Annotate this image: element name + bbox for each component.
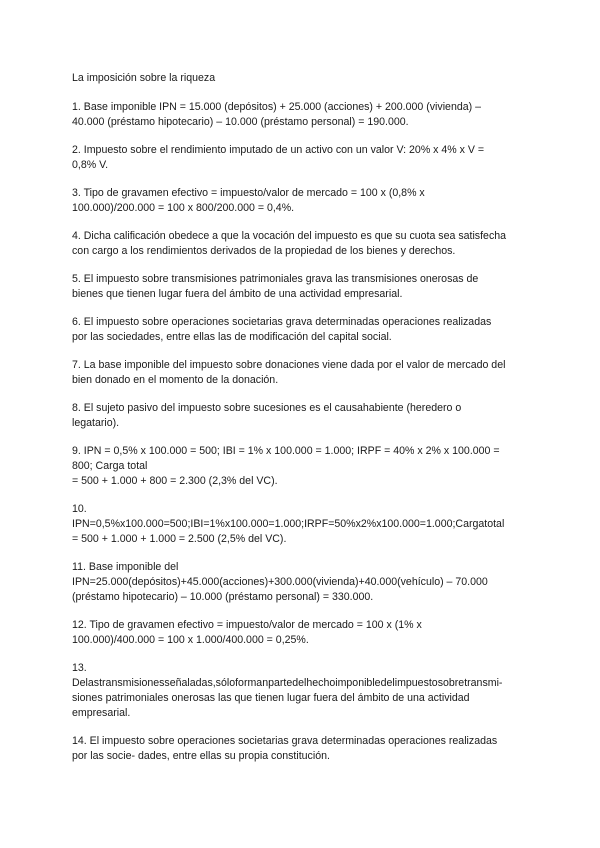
- paragraph-line: 800; Carga total: [72, 460, 148, 472]
- paragraph-13: [72, 661, 532, 721]
- paragraph-9: [72, 444, 532, 489]
- paragraph-line: 5. El impuesto sobre transmisiones patrimoniales grava las transmisiones onerosas de: [72, 273, 479, 285]
- document-title: La imposición sobre la riqueza: [72, 72, 216, 84]
- paragraph-line: con cargo a los rendimientos derivados de la propiedad de los bienes y derechos.: [72, 245, 456, 257]
- paragraph-8: [72, 401, 532, 431]
- paragraph-1: [72, 100, 532, 130]
- paragraph-12: [72, 618, 532, 648]
- paragraph-line: IPN=25.000(depósitos)+45.000(acciones)+300.000(vivienda)+40.000(vehículo) – 70.000: [72, 576, 488, 588]
- paragraph-line: 3. Tipo de gravamen efectivo = impuesto/valor de mercado = 100 x (0,8% x: [72, 187, 425, 199]
- paragraph-line: 9. IPN = 0,5% x 100.000 = 500; IBI = 1% x 100.000 = 1.000; IRPF = 40% x 2% x 100.000 =: [72, 445, 500, 457]
- paragraph-line: por las socie- dades, entre ellas su propia constitución.: [72, 750, 330, 762]
- paragraph-line: siones patrimoniales onerosas las que tienen lugar fuera del ámbito de una actividad: [72, 692, 470, 704]
- paragraph-3: [72, 186, 532, 216]
- paragraph-line: 4. Dicha calificación obedece a que la vocación del impuesto es que su cuota sea satisfecha: [72, 230, 507, 242]
- paragraph-line: 0,8% V.: [72, 159, 109, 171]
- paragraph-line: 100.000)/400.000 = 100 x 1.000/400.000 = 0,25%.: [72, 634, 309, 646]
- paragraph-line: 2. Impuesto sobre el rendimiento imputado de un activo con un valor V: 20% x 4% x V =: [72, 144, 485, 156]
- paragraph-line: 12. Tipo de gravamen efectivo = impuesto/valor de mercado = 100 x (1% x: [72, 619, 422, 631]
- paragraph-line: bien donado en el momento de la donación.: [72, 374, 279, 386]
- paragraph-6: [72, 315, 532, 345]
- paragraph-line: 100.000)/200.000 = 100 x 800/200.000 = 0,4%.: [72, 202, 295, 214]
- paragraph-10: [72, 502, 532, 547]
- paragraph-line: 8. El sujeto pasivo del impuesto sobre sucesiones es el causahabiente (heredero o: [72, 402, 462, 414]
- paragraph-line: empresarial.: [72, 707, 131, 719]
- paragraph-14: [72, 734, 532, 764]
- paragraph-line: 7. La base imponible del impuesto sobre donaciones viene dada por el valor de mercado del: [72, 359, 506, 371]
- paragraph-line: 11. Base imponible del: [72, 561, 179, 573]
- paragraph-line: 14. El impuesto sobre operaciones societarias grava determinadas operaciones realizadas: [72, 735, 498, 747]
- paragraph-5: [72, 272, 532, 302]
- paragraph-line: 13.: [72, 662, 87, 674]
- paragraph-line: IPN=0,5%x100.000=500;IBI=1%x100.000=1.000;IRPF=50%x2%x100.000=1.000;Cargatotal: [72, 518, 505, 530]
- document-page: [72, 71, 532, 777]
- paragraph-line: legatario).: [72, 417, 120, 429]
- paragraph-line: (préstamo hipotecario) – 10.000 (préstamo personal) = 330.000.: [72, 591, 374, 603]
- paragraph-line: = 500 + 1.000 + 800 = 2.300 (2,3% del VC).: [72, 475, 278, 487]
- paragraph-11: [72, 560, 532, 605]
- paragraph-line: 10.: [72, 503, 87, 515]
- paragraph-line: por las sociedades, entre ellas las de modificación del capital social.: [72, 331, 392, 343]
- paragraph-line: 40.000 (préstamo hipotecario) – 10.000 (préstamo personal) = 190.000.: [72, 116, 409, 128]
- paragraph-line: = 500 + 1.000 + 1.000 = 2.500 (2,5% del VC).: [72, 533, 287, 545]
- paragraph-7: [72, 358, 532, 388]
- paragraph-line: 1. Base imponible IPN = 15.000 (depósitos) + 25.000 (acciones) + 200.000 (vivienda) –: [72, 101, 481, 113]
- paragraph-2: [72, 143, 532, 173]
- paragraph-4: [72, 229, 532, 259]
- paragraph-line: Delastransmisionesseñaladas,sóloformanpartedelhechoimponibledelimpuestosobretransmi-: [72, 677, 503, 689]
- paragraph-line: 6. El impuesto sobre operaciones societarias grava determinadas operaciones realizadas: [72, 316, 492, 328]
- paragraph-line: bienes que tienen lugar fuera del ámbito de una actividad empresarial.: [72, 288, 403, 300]
